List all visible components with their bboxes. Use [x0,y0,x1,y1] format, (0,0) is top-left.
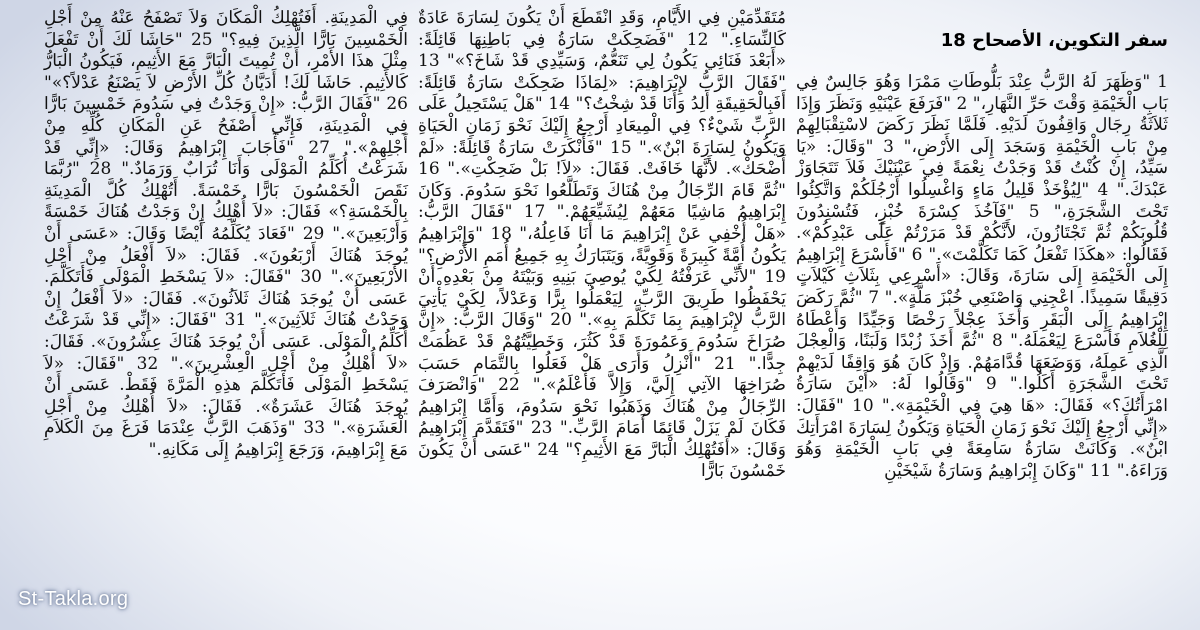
text-column-3 [44,8,408,460]
column-2-text: مُتَقَدِّمَيْنِ فِي الأَيَّامِ، وَقَدِ انْقَطَعَ أَنْ يَكُونَ لِسَارَةَ عَادَةٌ كَالنِّسَاءِ." 12 "فَضَحِكَتْ سَارَةُ فِي بَاطِنِهَا قَائِلَةً: «أَبَعْدَ فَنَائِي يَكُونُ لِي تَنَعُّمٌ، وَسَيِّدِي قَدْ شَاخَ؟»" 13 "فَقَالَ الرَّبُّ لإِبْرَاهِيمَ: «لِمَاذَا ضَحِكَتْ سَارَةُ قَائِلَةً: أَفَبِالْحَقِيقَةِ أَلِدُ وَأَنَا قَدْ شِخْتُ؟" 14 "هَلْ يَسْتَحِيلُ عَلَى الرَّبِّ شَيْءٌ؟ فِي الْمِيعَادِ أَرْجِعُ إِلَيْكَ نَحْوَ زَمَانِ الْحَيَاةِ وَيَكُونُ لِسَارَةَ ابْنٌ»." 15 "فَأَنْكَرَتْ سَارَةُ قَائِلَةً: «لَمْ أَضْحَكْ». لأَنَّهَا خَافَتْ. فَقَالَ: «لاَ! بَلْ ضَحِكْتِ»." 16 "ثُمَّ قَامَ الرِّجَالُ مِنْ هُنَاكَ وَتَطَلَّعُوا نَحْوَ سَدُومَ. وَكَانَ إِبْرَاهِيمُ مَاشِيًا مَعَهُمْ لِيُشَيِّعَهُمْ." 17 "فَقَالَ الرَّبُّ: «هَلْ أُخْفِي عَنْ إِبْرَاهِيمَ مَا أَنَا فَاعِلُهُ،" 18 "وَإِبْرَاهِيمُ يَكُونُ أُمَّةً كَبِيرَةً وَقَوِيَّةً، وَيَتَبَارَكُ بِهِ جَمِيعُ أُمَمِ الأَرْضِ؟" 19 "لأَنِّي عَرَفْتُهُ لِكَيْ يُوصِيَ بَنِيهِ وَبَيْتَهُ مِنْ بَعْدِهِ أَنْ يَحْفَظُوا طَرِيقَ الرَّبِّ، لِيَعْمَلُوا بِرًّا وَعَدْلاً، لِكَيْ يَأْتِيَ الرَّبُّ لإِبْرَاهِيمَ بِمَا تَكَلَّمَ بِهِ»." 20 "وَقَالَ الرَّبُّ: «إِنَّ صُرَاخَ سَدُومَ وَعَمُورَةَ قَدْ كَثُرَ، وَخَطِيَّتُهُمْ قَدْ عَظُمَتْ جِدًّا." 21 "أَنْزِلُ وَأَرَى هَلْ فَعَلُوا بِالتَّمَامِ حَسَبَ صُرَاخِهَا الآتِي إِلَيَّ، وَإِلاَّ فَأَعْلَمُ»." 22 "وَانْصَرَفَ الرِّجَالُ مِنْ هُنَاكَ وَذَهَبُوا نَحْوَ سَدُومَ، وَأَمَّا إِبْرَاهِيمُ فَكَانَ لَمْ يَزَلْ قَائِمًا أَمَامَ الرَّبِّ." 23 "فَتَقَدَّمَ إِبْرَاهِيمُ وَقَالَ: «أَفَتُهْلِكُ الْبَارَّ مَعَ الأَثِيمِ؟" 24 "عَسَى أَنْ يَكُونَ خَمْسُونَ بَارًّا [418,8,787,482]
column-3-text: فِي الْمَدِينَةِ. أَفَتُهْلِكُ الْمَكَانَ وَلاَ تَصْفَحُ عَنْهُ مِنْ أَجْلِ الْخَمْسِينَ بَارًّا الَّذِينَ فِيهِ؟" 25 "حَاشَا لَكَ أَنْ تَفْعَلَ مِثْلَ هذَا الأَمْرِ، أَنْ تُمِيتَ الْبَارَّ مَعَ الأَثِيمِ، فَيَكُونُ الْبَارُّ كَالأَثِيمِ. حَاشَا لَكَ! أَدَيَّانُ كُلِّ الأَرْضِ لاَ يَصْنَعُ عَدْلاً؟»" 26 "فَقَالَ الرَّبُّ: «إِنْ وَجَدْتُ فِي سَدُومَ خَمْسِينَ بَارًّا فِي الْمَدِينَةِ، فَإِنِّي أَصْفَحُ عَنِ الْمَكَانِ كُلِّهِ مِنْ أَجْلِهِمْ»." 27 "فَأَجَابَ إِبْرَاهِيمُ وَقَالَ: «إِنِّي قَدْ شَرَعْتُ أُكَلِّمُ الْمَوْلَى وَأَنَا تُرَابٌ وَرَمَادٌ." 28 "رُبَّمَا نَقَصَ الْخَمْسُونَ بَارًّا خَمْسَةً. أَتُهْلِكُ كُلَّ الْمَدِينَةِ بِالْخَمْسَةِ؟» فَقَالَ: «لاَ أُهْلِكُ إِنْ وَجَدْتُ هُنَاكَ خَمْسَةً وَأَرْبَعِينَ»." 29 "فَعَادَ يُكَلِّمُهُ أَيْضًا وَقَالَ: «عَسَى أَنْ يُوجَدَ هُنَاكَ أَرْبَعُونَ». فَقَالَ: «لاَ أَفْعَلُ مِنْ أَجْلِ الأَرْبَعِينَ»." 30 "فَقَالَ: «لاَ يَسْخَطِ الْمَوْلَى فَأَتَكَلَّمَ. عَسَى أَنْ يُوجَدَ هُنَاكَ ثَلاَثُونَ». فَقَالَ: «لاَ أَفْعَلُ إِنْ وَجَدْتُ هُنَاكَ ثَلاَثِينَ»." 31 "فَقَالَ: «إِنِّي قَدْ شَرَعْتُ أُكَلِّمُ الْمَوْلَى. عَسَى أَنْ يُوجَدَ هُنَاكَ عِشْرُونَ». فَقَالَ: «لاَ أُهْلِكُ مِنْ أَجْلِ الْعِشْرِينَ»." 32 "فَقَالَ: «لاَ يَسْخَطِ الْمَوْلَى فَأَتَكَلَّمَ هذِهِ الْمَرَّةَ فَقَطْ. عَسَى أَنْ يُوجَدَ هُنَاكَ عَشَرَةٌ». فَقَالَ: «لاَ أُهْلِكُ مِنْ أَجْلِ الْعَشَرَةِ»." 33 "وَذَهَبَ الرَّبُّ عِنْدَمَا فَرَغَ مِنَ الْكَلاَمِ مَعَ إِبْرَاهِيمَ، وَرَجَعَ إِبْرَاهِيمُ إِلَى مَكَانِهِ." [44,8,408,460]
page-title: سفر التكوين، الأصحاح 18 [940,30,1168,51]
column-1-text: 1 "وَظَهَرَ لَهُ الرَّبُّ عِنْدَ بَلُّوطَاتِ مَمْرَا وَهُوَ جَالِسٌ فِي بَابِ الْخَيْمَةِ وَقْتَ حَرِّ النَّهَارِ،" 2 "فَرَفَعَ عَيْنَيْهِ وَنَظَرَ وَإِذَا ثَلاَثَةُ رِجَال وَاقِفُونَ لَدَيْهِ. فَلَمَّا نَظَرَ رَكَضَ لاسْتِقْبَالِهِمْ مِنْ بَابِ الْخَيْمَةِ وَسَجَدَ إِلَى الأَرْضِ،" 3 "وَقَالَ: «يَا سَيِّدُ، إِنْ كُنْتُ قَدْ وَجَدْتُ نِعْمَةً فِي عَيْنَيْكَ فَلاَ تَتَجَاوَزْ عَبْدَكَ." 4 "لِيُؤْخَذْ قَلِيلُ مَاءٍ وَاغْسِلُوا أَرْجُلَكُمْ وَاتَّكِئُوا تَحْتَ الشَّجَرَةِ،" 5 "فَآخُذَ كِسْرَةَ خُبْزٍ، فَتُسْنِدُونَ قُلُوبَكُمْ ثُمَّ تَجْتَازُونَ، لأَنَّكُمْ قَدْ مَرَرْتُمْ عَلَى عَبْدِكُمْ». فَقَالُوا: «هكَذَا تَفْعَلُ كَمَا تَكَلَّمْتَ»." 6 "فَأَسْرَعَ إِبْرَاهِيمُ إِلَى الْخَيْمَةِ إِلَى سَارَةَ، وَقَالَ: «أَسْرِعِي بِثَلاَثِ كَيْلاَتٍ دَقِيقًا سَمِيذًا. اعْجِنِي وَاصْنَعِي خُبْزَ مَلَّةٍ»." 7 "ثُمَّ رَكَضَ إِبْرَاهِيمُ إِلَى الْبَقَرِ وَأَخَذَ عِجْلاً رَخْصًا وَجَيِّدًا وَأَعْطَاهُ لِلْغُلاَمِ فَأَسْرَعَ لِيَعْمَلَهُ." 8 "ثُمَّ أَخَذَ زُبْدًا وَلَبَنًا، وَالْعِجْلَ الَّذِي عَمِلَهُ، وَوَضَعَهَا قُدَّامَهُمْ. وَإِذْ كَانَ هُوَ وَاقِفًا لَدَيْهِمْ تَحْتَ الشَّجَرَةِ أَكَلُوا." 9 "وَقَالُوا لَهُ: «أَيْنَ سَارَةُ امْرَأَتُكَ؟» فَقَالَ: «هَا هِيَ فِي الْخَيْمَةِ»." 10 "فَقَالَ: «إِنِّي أَرْجِعُ إِلَيْكَ نَحْوَ زَمَانِ الْحَيَاةِ وَيَكُونُ لِسَارَةَ امْرَأَتِكَ ابْنٌ». وَكَانَتْ سَارَةُ سَامِعَةً فِي بَابِ الْخَيْمَةِ وَهُوَ وَرَاءَهُ." 11 "وَكَانَ إِبْرَاهِيمُ وَسَارَةُ شَيْخَيْنِ [796,72,1169,481]
watermark: St-Takla.org [18,588,129,610]
text-column-2 [418,8,786,604]
text-column-1 [796,8,1168,588]
